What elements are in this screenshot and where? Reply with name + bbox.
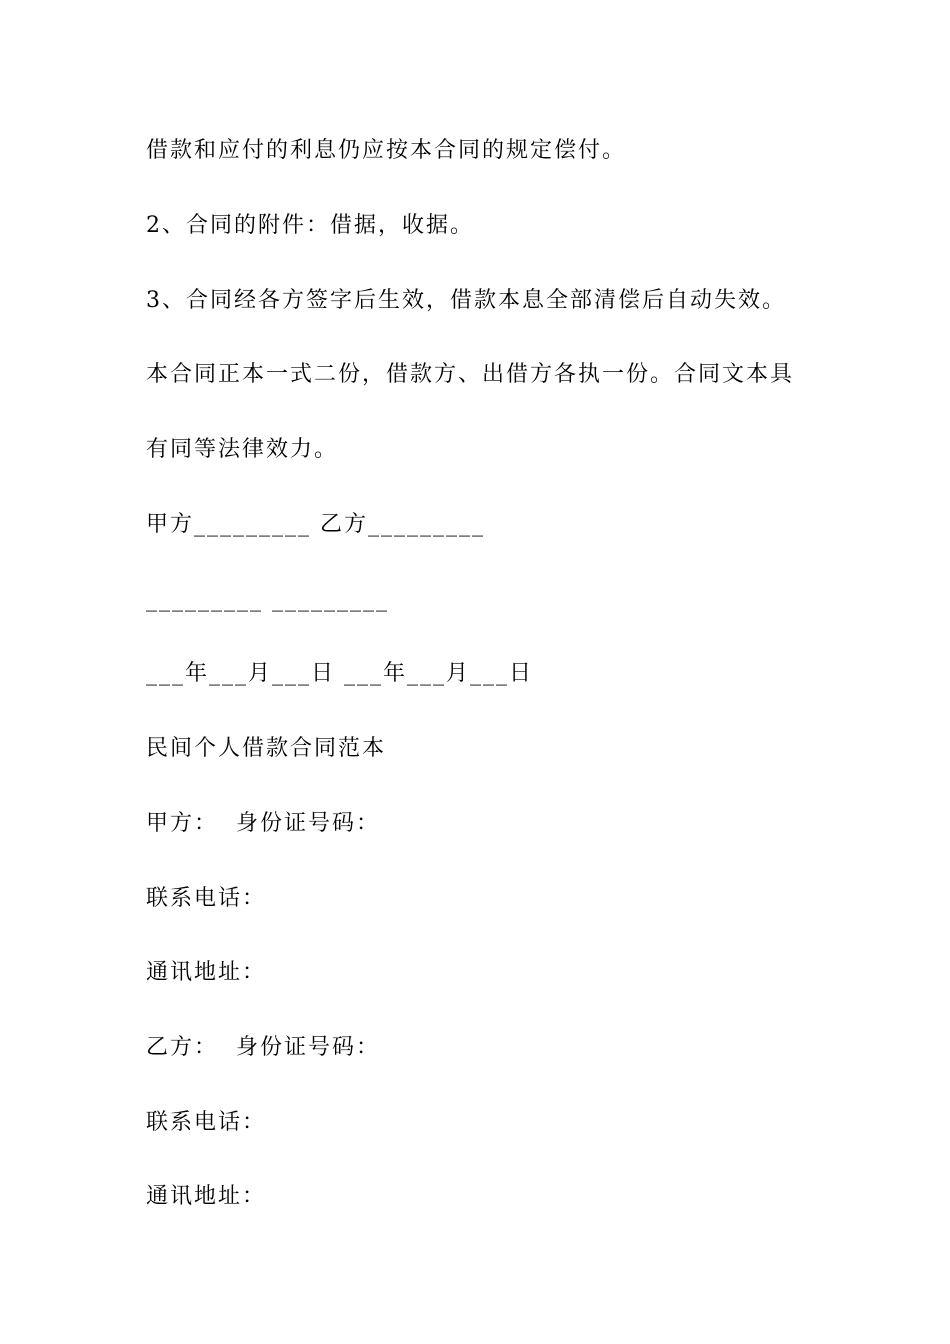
paragraph-copies-line1: 本合同正本一式二份，借款方、出借方各执一份。合同文本具: [146, 362, 795, 387]
section-title: 民间个人借款合同范本: [146, 736, 387, 761]
party-a-address-line: 通讯地址：: [146, 960, 267, 985]
paragraph-effectiveness: 3、合同经各方签字后生效，借款本息全部清偿后自动失效。: [146, 288, 786, 313]
party-b-phone-line: 联系电话：: [146, 1110, 267, 1135]
party-b-address-line: 通讯地址：: [146, 1184, 267, 1209]
signature-blank-line: _________ _________: [146, 587, 389, 612]
paragraph-copies-line2: 有同等法律效力。: [146, 437, 339, 462]
paragraph-repayment-clause: 借款和应付的利息仍应按本合同的规定偿付。: [146, 138, 627, 163]
paragraph-attachments: 2、合同的附件：借据，收据。: [146, 213, 474, 238]
signature-party-line: 甲方_________ 乙方_________: [146, 512, 485, 537]
party-b-id-line: 乙方： 身份证号码：: [146, 1035, 380, 1060]
signature-date-line: ___年___月___日 ___年___月___日: [146, 661, 533, 686]
party-a-id-line: 甲方： 身份证号码：: [146, 811, 380, 836]
party-a-phone-line: 联系电话：: [146, 886, 267, 911]
